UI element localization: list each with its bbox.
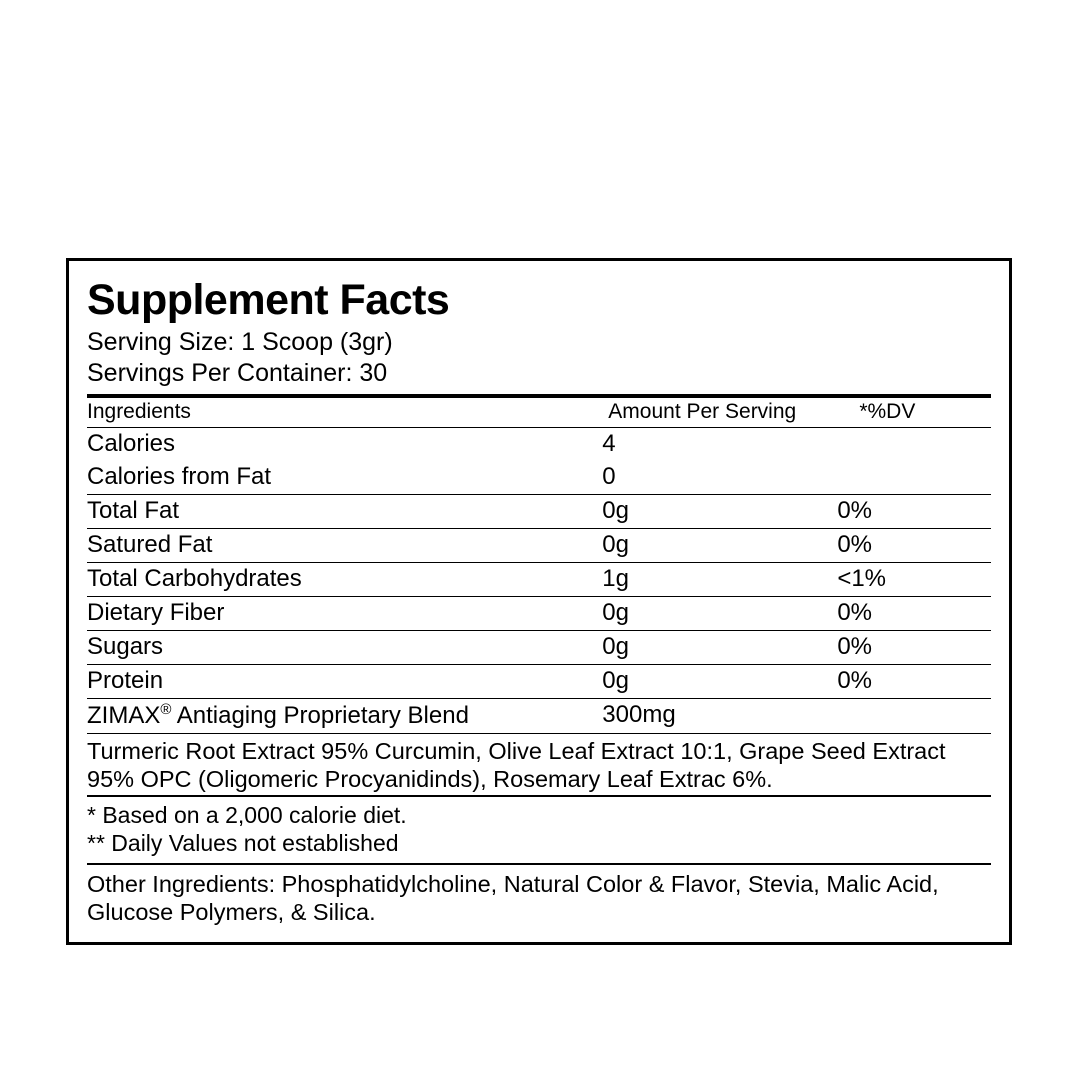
row-amount: 1g — [602, 563, 837, 597]
footnote-daily-values: ** Daily Values not established — [87, 830, 399, 856]
nutrition-table — [87, 398, 991, 733]
row-dv — [837, 428, 991, 462]
row-label: Sugars — [87, 631, 602, 665]
row-dv: <1% — [837, 563, 991, 597]
row-amount: 0g — [602, 665, 837, 699]
row-dv: 0% — [837, 495, 991, 529]
row-amount: 0g — [602, 495, 837, 529]
row-amount-blend: 300mg — [602, 699, 837, 734]
row-label: Calories — [87, 428, 602, 462]
other-ingredients-text: Other Ingredients: Phosphatidylcholine, Natural Color & Flavor, Stevia, Malic Acid, Glucose Polymers, & Silica. — [87, 870, 939, 925]
row-label-blend — [87, 699, 602, 734]
table-row — [87, 529, 991, 563]
footnote-calorie-diet: * Based on a 2,000 calorie diet. — [87, 802, 407, 829]
row-amount: 0g — [602, 597, 837, 631]
row-dv-blend — [837, 699, 991, 734]
table-row — [87, 597, 991, 631]
row-label: Calories from Fat — [87, 463, 272, 491]
row-dv: 0% — [837, 529, 991, 563]
row-amount: 0g — [602, 529, 837, 563]
blend-name-prefix: ZIMAX — [87, 702, 161, 730]
table-row — [87, 665, 991, 699]
row-dv: 0% — [837, 665, 991, 699]
registered-trademark-icon: ® — [160, 701, 172, 719]
table-row — [87, 631, 991, 665]
row-dv: 0% — [837, 597, 991, 631]
footnotes — [87, 797, 991, 862]
table-row-proprietary-blend — [87, 699, 991, 734]
column-header-amount: Amount Per Serving — [608, 400, 797, 424]
row-label: Total Fat — [87, 495, 602, 529]
row-label: Satured Fat — [87, 529, 602, 563]
table-row — [87, 461, 991, 495]
table-row — [87, 495, 991, 529]
row-dv: 0% — [837, 631, 991, 665]
table-row — [87, 428, 991, 462]
row-amount: 0g — [602, 631, 837, 665]
serving-size-text: Serving Size: 1 Scoop (3gr) — [87, 328, 393, 357]
row-amount: 4 — [602, 428, 837, 462]
row-amount: 0 — [602, 463, 616, 491]
servings-per-container-text: Servings Per Container: 30 — [87, 358, 388, 387]
supplement-facts-panel — [66, 258, 1012, 945]
page-title: Supplement Facts — [87, 276, 450, 324]
table-row — [87, 563, 991, 597]
row-label: Protein — [87, 665, 602, 699]
blend-ingredient-list: Turmeric Root Extract 95% Curcumin, Olive Leaf Extract 10:1, Grape Seed Extract 95% OPC (Oligomeric Procyanidinds), Rosemary Leaf Extrac 6%. — [87, 733, 991, 795]
table-header-row — [87, 398, 991, 428]
blend-name-suffix: Antiaging Proprietary Blend — [171, 702, 469, 730]
row-label: Total Carbohydrates — [87, 563, 602, 597]
column-header-ingredients: Ingredients — [87, 400, 191, 424]
row-label: Dietary Fiber — [87, 597, 602, 631]
column-header-dv: *%DV — [859, 400, 916, 424]
row-dv — [837, 461, 991, 495]
